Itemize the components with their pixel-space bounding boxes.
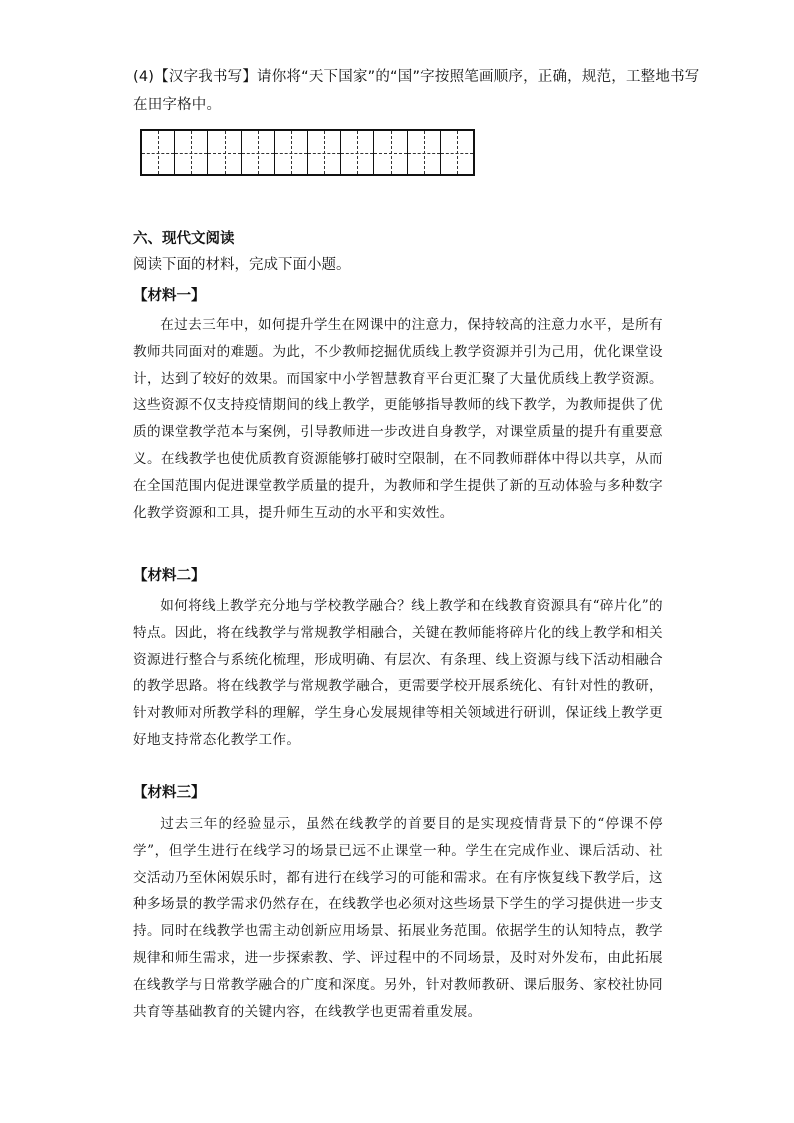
tianzige-writing-grid[interactable] [140,129,475,176]
tianzige-cell[interactable] [275,131,308,174]
material-3-label: 【材料三】 [133,785,206,801]
section-instruction: 阅读下面的材料，完成下面小题。 [133,257,351,273]
tianzige-cell[interactable] [374,131,407,174]
material-2-label: 【材料二】 [133,568,206,584]
tianzige-cell[interactable] [242,131,275,174]
tianzige-cell[interactable] [441,131,473,174]
material-1-label: 【材料一】 [133,288,206,304]
tianzige-cell[interactable] [208,131,241,174]
material-2-paragraph: 如何将线上教学充分地与学校教学融合？线上教学和在线教育资源具有“碎片化”的特点。因此，将在线教学与常规教学相融合，关键在教师能将碎片化的线上教学和相关资源进行整合与系统化梳理，形成明确、有层次、有条理、线上资源与线下活动相融合的教学思路。将在线教学与常规教学融合，更需要学校开展系统化、有针对性的教研，针对教师对所教学科的理解，学生身心发展规律等相关领域进行研训，保证线上教学更好地支持常态化教学工作。 [133,598,663,748]
tianzige-cell[interactable] [308,131,341,174]
question-text-line-2: 在田字格中。 [133,97,222,113]
material-3-paragraph: 过去三年的经验显示，虽然在线教学的首要目的是实现疫情背景下的“停课不停学”，但学生进行在线学习的场景已远不止课堂一种。学生在完成作业、课后活动、社交活动乃至休闲娱乐时，都有进行在线学习的可能和需求。在有序恢复线下教学后，这种多场景的教学需求仍然存在，在线教学也必须对这些场景下学生的学习提供进一步支持。同时在线教学也需主动创新应用场景、拓展业务范围。依据学生的认知特点，教学规律和师生需求，进一步探索教、学、评过程中的不同场景，及时对外发布，由此拓展在线教学与日常教学融合的广度和深度。另外，针对教师教研、课后服务、家校社协同共育等基础教育的关键内容，在线教学也更需着重发展。 [133,816,663,1020]
material-1-paragraph: 在过去三年中，如何提升学生在网课中的注意力，保持较高的注意力水平，是所有教师共同面对的难题。为此，不少教师挖掘优质线上教学资源并引为己用，优化课堂设计，达到了较好的效果。而国家中小学智慧教育平台更汇聚了大量优质线上教学资源。这些资源不仅支持疫情期间的线上教学，更能够指导教师的线下教学，为教师提供了优质的课堂教学范本与案例，引导教师进一步改进自身教学，对课堂质量的提升有重要意义。在线教学也使优质教育资源能够打破时空限制，在不同教师群体中得以共享，从而在全国范围内促进课堂教学质量的提升，为教师和学生提供了新的互动体验与多种数字化教学资源和工具，提升师生互动的水平和实效性。 [133,317,663,521]
tianzige-cell[interactable] [408,131,441,174]
section-heading: 六、现代文阅读 [133,231,235,247]
tianzige-cell[interactable] [142,131,175,174]
tianzige-cell[interactable] [341,131,374,174]
question-text-line-1: (4)【汉字我书写】请你将“天下国家”的“国”字按照笔画顺序，正确，规范，工整地书写 [133,69,700,85]
tianzige-cell[interactable] [175,131,208,174]
